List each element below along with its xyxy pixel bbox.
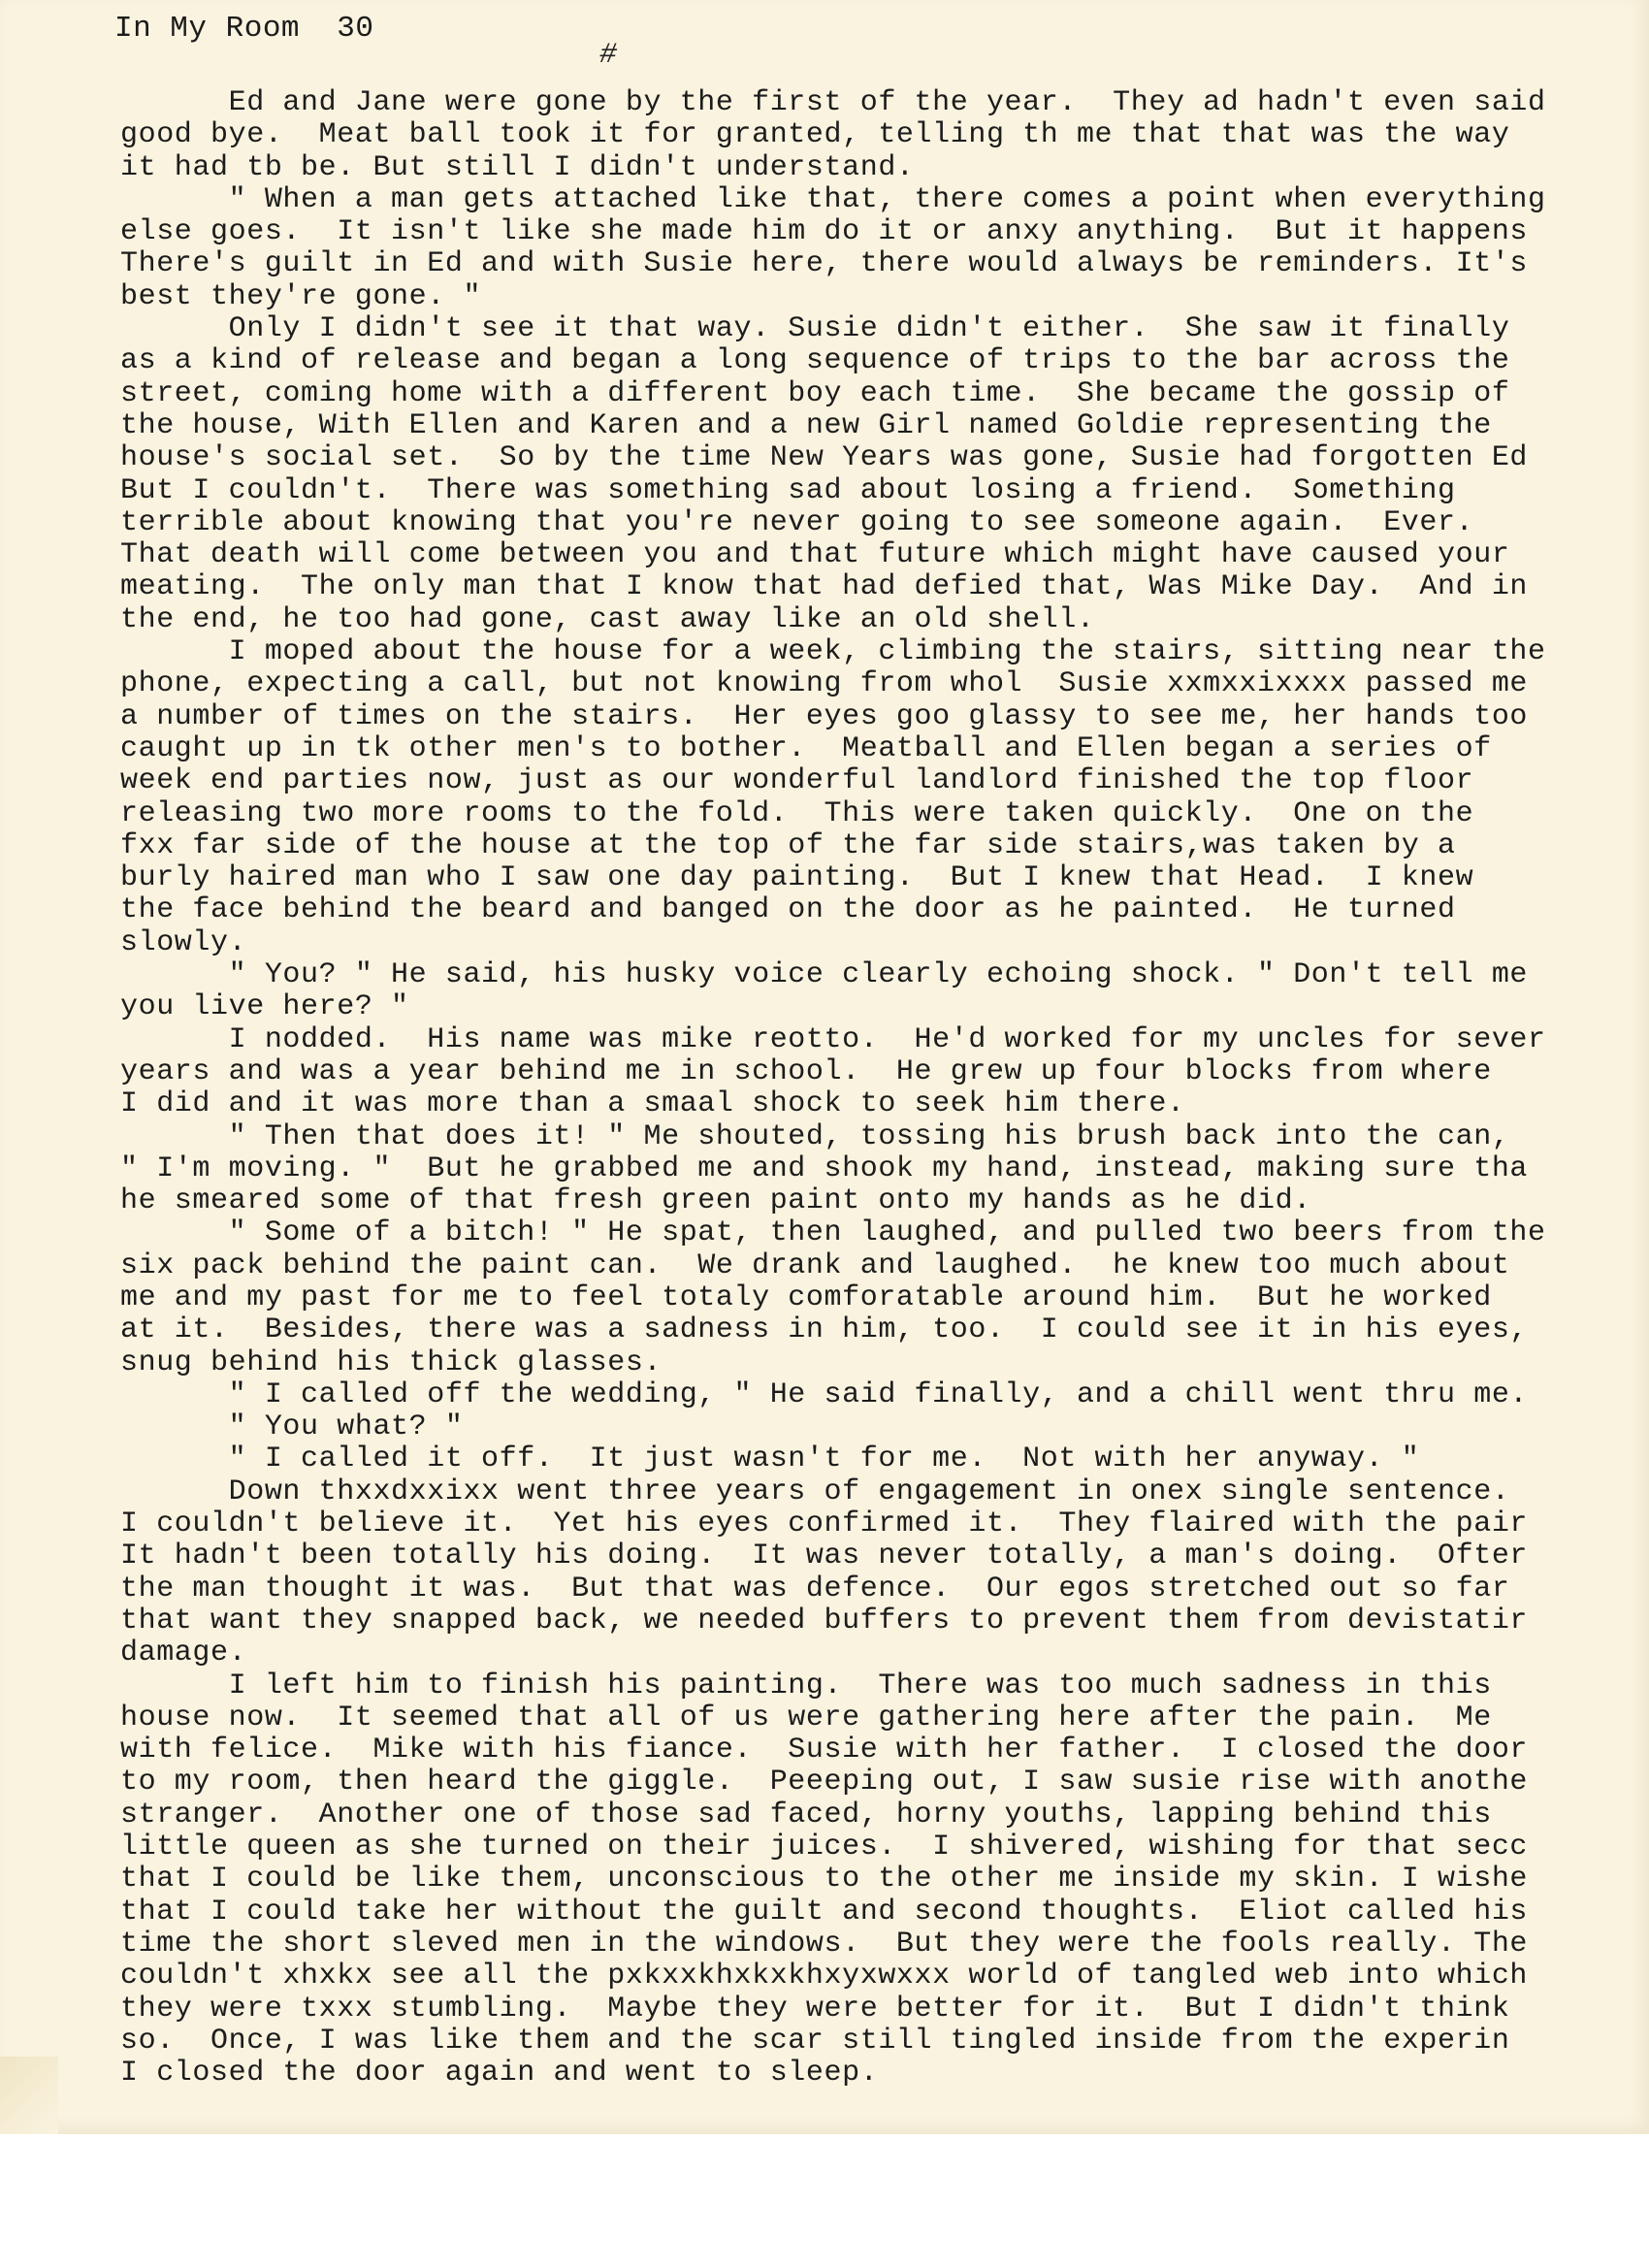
text-line: with felice. Mike with his fiance. Susie with her father. I closed the door [120, 1734, 1529, 1767]
text-line: burly haired man who I saw one day painting. But I knew that Head. I knew [120, 862, 1474, 895]
text-line: damage. [120, 1637, 247, 1670]
text-line: so. Once, I was like them and the scar still tingled inside from the experin [120, 2025, 1510, 2057]
text-line: they were txxx stumbling. Maybe they were better for it. But I didn't think [120, 1993, 1510, 2025]
text-line: caught up in tk other men's to bother. Meatball and Ellen began a series of [120, 732, 1492, 765]
text-line: years and was a year behind me in school. He grew up four blocks from where [120, 1055, 1492, 1088]
text-line: best they're gone. " [120, 280, 482, 313]
text-line: " You what? " [120, 1411, 464, 1444]
text-line: I nodded. His name was mike reotto. He'd worked for my uncles for sever [120, 1023, 1546, 1056]
text-line: house now. It seemed that all of us were gathering here after the pain. Me [120, 1701, 1492, 1734]
body-text [120, 87, 1645, 2124]
text-line: stranger. Another one of those sad faced, horny youths, lapping behind this [120, 1798, 1492, 1831]
text-line: good bye. Meat ball took it for granted, telling th me that that was the way [120, 119, 1510, 152]
text-line: I closed the door again and went to sleep. [120, 2057, 879, 2090]
text-line: fxx far side of the house at the top of the far side stairs,was taken by a [120, 829, 1456, 862]
text-line: you live here? " [120, 991, 409, 1024]
text-line: couldn't xhxkx see all the pxkxxkhxkxkhxyxwxxx world of tangled web into which [120, 1960, 1529, 1993]
text-line: I moped about the house for a week, climbing the stairs, sitting near the [120, 636, 1546, 669]
text-line: at it. Besides, there was a sadness in him, too. I could see it in his eyes, [120, 1314, 1529, 1347]
text-line: terrible about knowing that you're never going to see someone again. Ever. [120, 506, 1474, 539]
page-number: 30 [337, 12, 374, 46]
text-line: There's guilt in Ed and with Susie here, there would always be reminders. It's [120, 248, 1529, 281]
text-line: " I called it off. It just wasn't for me. Not with her anyway. " [120, 1443, 1420, 1476]
text-line: I left him to finish his painting. There was too much sadness in this [120, 1669, 1492, 1702]
text-line: me and my past for me to feel totaly comforatable around him. But he worked [120, 1281, 1492, 1314]
header-title: In My Room [114, 12, 301, 46]
text-line: it had tb be. But still I didn't understand. [120, 151, 915, 184]
text-line: I couldn't believe it. Yet his eyes confirmed it. They flaired with the pair [120, 1508, 1529, 1541]
text-line: house's social set. So by the time New Years was gone, Susie had forgotten Ed [120, 442, 1529, 475]
text-line: " When a man gets attached like that, there comes a point when everything [120, 183, 1546, 216]
text-line: " You? " He said, his husky voice clearly echoing shock. " Don't tell me [120, 959, 1529, 992]
text-line: It hadn't been totally his doing. It was never totally, a man's doing. Ofter [120, 1540, 1529, 1573]
text-line: time the short sleved men in the windows. But they were the fools really. The [120, 1928, 1529, 1960]
text-line: meating. The only man that I know that had defied that, Was Mike Day. And in [120, 571, 1529, 604]
text-line: six pack behind the paint can. We drank and laughed. he knew too much about [120, 1249, 1510, 1282]
text-line: phone, expecting a call, but not knowing from whol Susie xxmxxixxxx passed me [120, 668, 1529, 701]
text-line: snug behind his thick glasses. [120, 1346, 663, 1379]
text-line: the man thought it was. But that was defence. Our egos stretched out so far [120, 1572, 1510, 1605]
text-line: " I'm moving. " But he grabbed me and shook my hand, instead, making sure tha [120, 1152, 1529, 1185]
text-line: little queen as she turned on their juices. I shivered, wishing for that secc [120, 1831, 1529, 1864]
worn-paper-corner [0, 2057, 58, 2134]
text-line: I did and it was more than a smaal shock to seek him there. [120, 1088, 1185, 1121]
text-line: that want they snapped back, we needed buffers to prevent them from devistatir [120, 1604, 1529, 1637]
section-mark: # [599, 39, 618, 72]
text-line: he smeared some of that fresh green paint onto my hands as he did. [120, 1185, 1311, 1218]
text-line: But I couldn't. There was something sad about losing a friend. Something [120, 474, 1456, 507]
text-line: " I called off the wedding, " He said finally, and a chill went thru me. [120, 1378, 1529, 1411]
text-line: That death will come between you and that future which might have caused your [120, 539, 1510, 572]
text-line: as a kind of release and began a long sequence of trips to the bar across the [120, 345, 1510, 378]
text-line: Only I didn't see it that way. Susie didn't either. She saw it finally [120, 313, 1510, 346]
page-header [114, 12, 373, 46]
text-line: Down thxxdxxixx went three years of engagement in onex single sentence. [120, 1475, 1510, 1508]
text-line: releasing two more rooms to the fold. This were taken quickly. One on the [120, 797, 1474, 830]
text-line: the end, he too had gone, cast away like an old shell. [120, 603, 1095, 636]
text-line: the house, With Ellen and Karen and a new Girl named Goldie representing the [120, 409, 1492, 442]
text-line: " Then that does it! " Me shouted, tossing his brush back into the can, [120, 1120, 1510, 1153]
text-line: that I could take her without the guilt and second thoughts. Eliot called his [120, 1895, 1529, 1928]
text-line: street, coming home with a different boy each time. She became the gossip of [120, 377, 1510, 410]
text-line: to my room, then heard the giggle. Peeeping out, I saw susie rise with anothe [120, 1766, 1529, 1799]
text-line: that I could be like them, unconscious to the other me inside my skin. I wishe [120, 1863, 1529, 1896]
text-line: the face behind the beard and banged on the door as he painted. He turned [120, 894, 1456, 927]
text-line: slowly. [120, 926, 247, 959]
text-line: week end parties now, just as our wonderful landlord finished the top floor [120, 765, 1474, 798]
text-line: else goes. It isn't like she made him do it or anxy anything. But it happens [120, 216, 1529, 249]
text-line: Ed and Jane were gone by the first of the year. They ad hadn't even said [120, 87, 1546, 119]
text-line: " Some of a bitch! " He spat, then laughed, and pulled two beers from the [120, 1217, 1546, 1250]
text-line: a number of times on the stairs. Her eyes goo glassy to see me, her hands too [120, 700, 1529, 733]
